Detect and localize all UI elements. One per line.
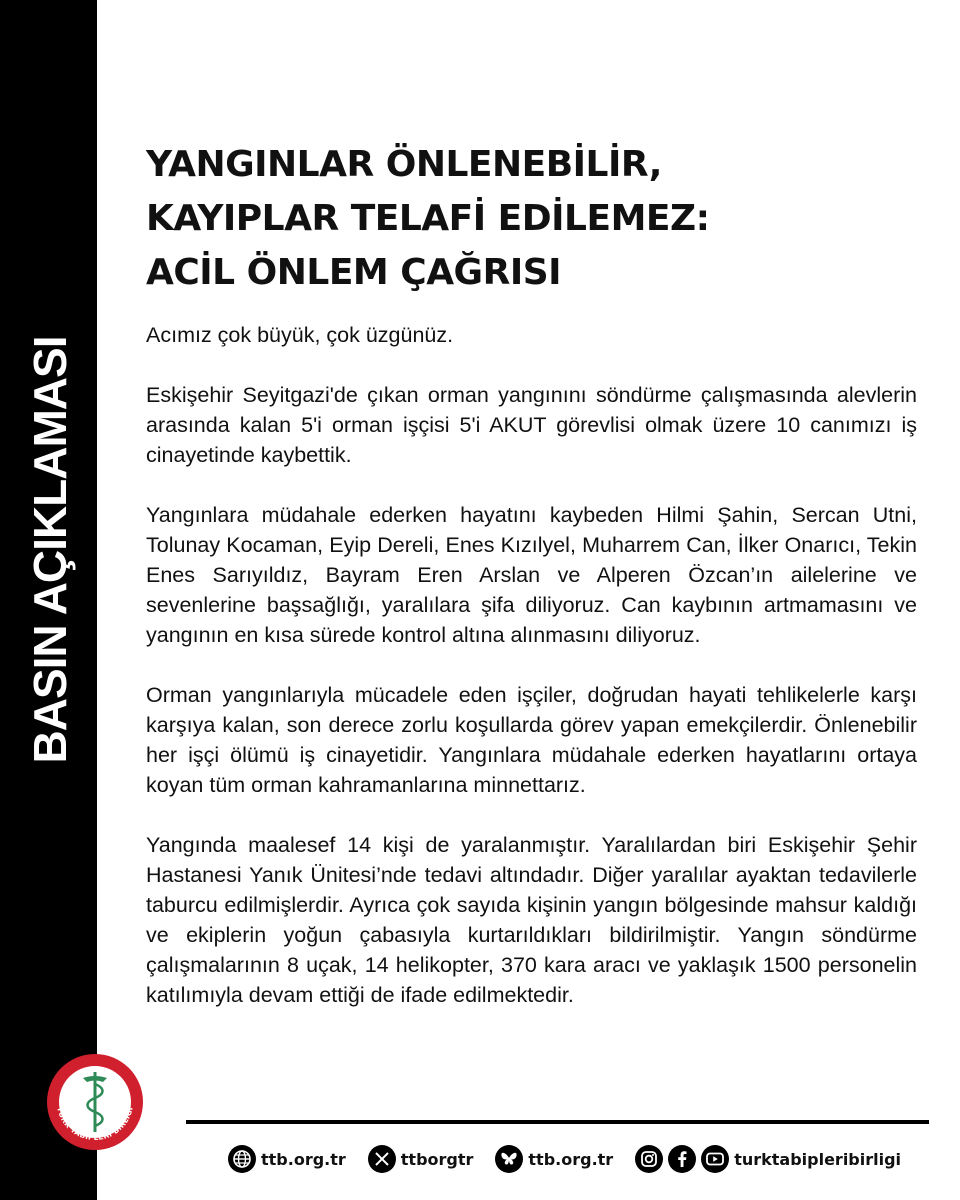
- facebook-icon: [668, 1145, 696, 1173]
- footer-bluesky-label: ttb.org.tr: [528, 1149, 614, 1169]
- butterfly-icon: [495, 1145, 523, 1173]
- globe-icon: [228, 1145, 256, 1173]
- youtube-icon: [701, 1145, 729, 1173]
- footer-social-label: turktabipleribirligi: [734, 1149, 902, 1169]
- logo-ring-text: TÜRK TABİPLERİ BİRLİĞİ: [55, 1105, 135, 1143]
- paragraph: Yangınlara müdahale ederken hayatını kaybeden Hilmi Şahin, Sercan Utni, Tolunay Kocaman, Eyip Dereli, Enes Kızılyel, Muharrem Can, İlker Onarıcı, Tekin Enes Sarıyıldız, Bayram Eren Arslan ve Alperen Özcan’ın ailelerine ve sevenlerine başsağlığı, yaralılara şifa diliyoruz. Can kaybının artmamasını ve yangının en kısa sürede kontrol altına alınmasını diliyoruz.: [146, 503, 917, 647]
- sidebar: [0, 0, 97, 1200]
- footer-social-link[interactable]: [635, 1145, 901, 1173]
- title-line: YANGINLAR ÖNLENEBİLİR,: [146, 144, 662, 185]
- paragraph: Orman yangınlarıyla mücadele eden işçiler, doğrudan hayati tehlikelerle karşı karşıya kalan, son derece zorlu koşullarda görev yapan emekçilerdir. Önlenebilir her işçi ölümü iş cinayetidir. Yangınlara müdahale ederken hayatlarını ortaya koyan tüm orman kahramanlarına minnettarız.: [146, 683, 917, 797]
- footer-web-link[interactable]: [228, 1145, 346, 1173]
- footer-bluesky-link[interactable]: [495, 1145, 613, 1173]
- sidebar-label: BASIN AÇIKLAMASI: [24, 336, 76, 764]
- footer-x-link[interactable]: [368, 1145, 474, 1173]
- x-icon: [368, 1145, 396, 1173]
- footer-web-label: ttb.org.tr: [261, 1149, 346, 1169]
- paragraph: Yangında maalesef 14 kişi de yaralanmıştır. Yaralılardan biri Eskişehir Şehir Hastanesi Yanık Ünitesi’nde tedavi altındadır. Diğer yaralılar ayaktan tedavilerle taburcu edilmişlerdir. Ayrıca çok sayıda kişinin yangın bölgesinde mahsur kaldığı ve ekiplerin yoğun çabasıyla kurtarıldıkları bildirilmiştir. Yangın söndürme çalışmalarının 8 uçak, 14 helikopter, 370 kara aracı ve yaklaşık 1500 personelin katılımıyla devam ettiği de ifade edilmektedir.: [146, 833, 917, 1007]
- statement-body: [146, 320, 917, 1010]
- title-line: ACİL ÖNLEM ÇAĞRISI: [146, 252, 562, 293]
- page-title: [146, 138, 846, 300]
- paragraph: Eskişehir Seyitgazi'de çıkan orman yangınını söndürme çalışmasında alevlerin arasında kalan 5'i orman işçisi 5'i AKUT görevlisi olmak üzere 10 canımızı iş cinayetinde kaybettik.: [146, 383, 917, 467]
- footer-divider: [186, 1120, 929, 1124]
- footer-x-label: ttborgtr: [400, 1149, 474, 1169]
- ttb-logo: [45, 1052, 145, 1152]
- footer-social-bar: [228, 1143, 928, 1175]
- paragraph: Acımız çok büyük, çok üzgünüz.: [146, 323, 454, 347]
- title-line: KAYIPLAR TELAFİ EDİLEMEZ:: [146, 198, 710, 239]
- instagram-icon: [635, 1145, 663, 1173]
